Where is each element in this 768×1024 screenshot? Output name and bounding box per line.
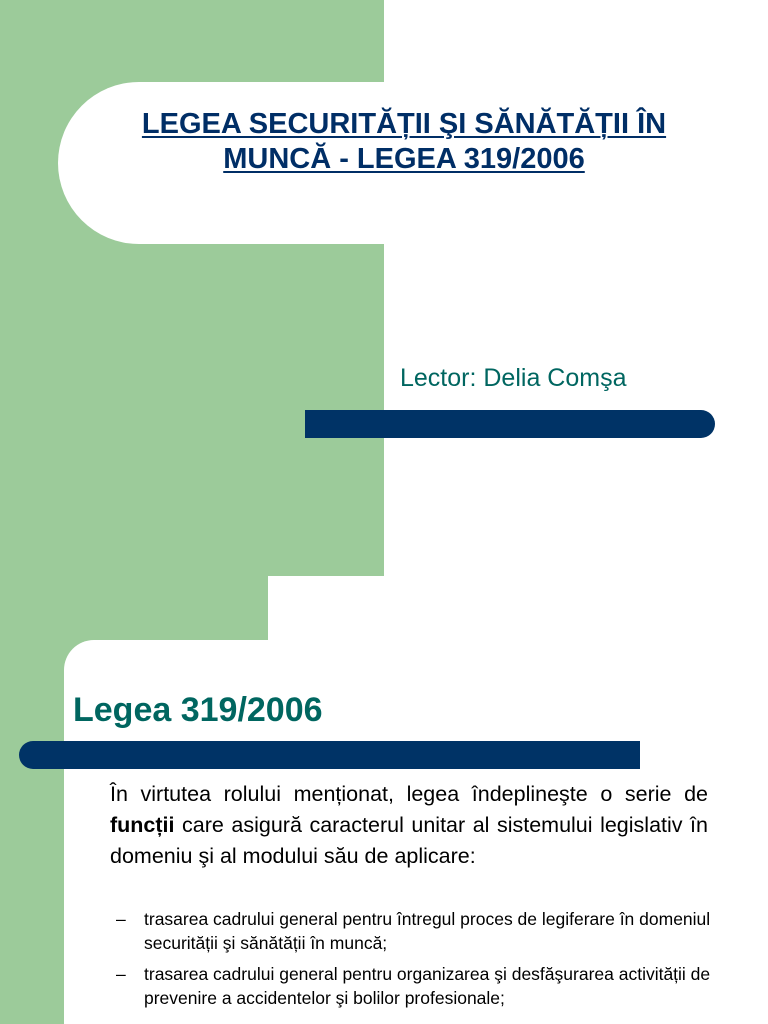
content-slide xyxy=(0,576,768,1024)
dash-marker: – xyxy=(116,909,126,929)
paragraph-text-before: În virtutea rolului menționat, legea îndeplineşte o serie de xyxy=(110,782,708,806)
decorative-bar xyxy=(305,410,715,438)
decorative-bar xyxy=(19,741,640,769)
list-item-text: trasarea cadrului general pentru organizarea şi desfăşurarea activității de prevenire a accidentelor şi bolilor profesionale; xyxy=(144,964,711,1008)
list-item-text: trasarea cadrului general pentru întregul proces de legiferare în domeniul securității şi sănătății în muncă; xyxy=(144,909,711,953)
list-item xyxy=(116,907,716,955)
paragraph-bold-word: funcții xyxy=(110,813,175,837)
intro-paragraph xyxy=(110,779,708,872)
dash-marker: – xyxy=(116,964,126,984)
lector-name: Lector: Delia Comşa xyxy=(400,364,627,392)
list-item xyxy=(116,962,716,1010)
slide-title-line-1: LEGEA SECURITĂȚII ŞI SĂNĂTĂȚII ÎN xyxy=(141,108,667,140)
bullet-list xyxy=(116,907,716,1017)
slide-title xyxy=(80,107,728,177)
slide-title-line-2: MUNCĂ - LEGEA 319/2006 xyxy=(223,143,585,175)
slide-heading: Legea 319/2006 xyxy=(73,691,323,729)
paragraph-text-after: care asigură caracterul unitar al sistemului legislativ în domeniu şi al modului său de aplicare: xyxy=(110,813,708,868)
